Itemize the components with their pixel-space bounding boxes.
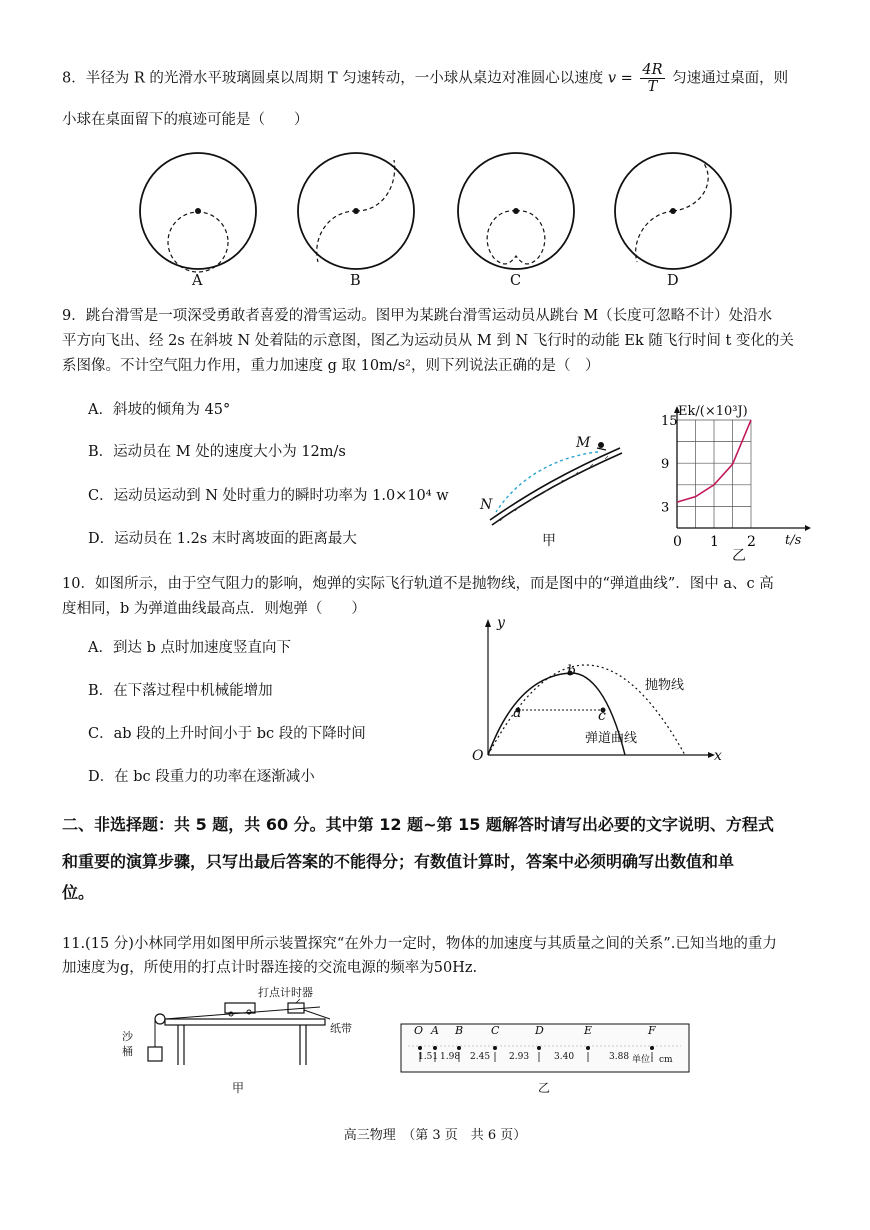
q10-option-d[interactable]: D．在 bc 段重力的功率在逐渐减小 [88,769,315,785]
bucket-label-2: 桶 [122,1045,133,1058]
option-c-figure [458,153,574,269]
x-tick-label: 0 [673,534,682,550]
q9-option-b[interactable]: B．运动员在 M 处的速度大小为 12m/s [88,444,346,460]
caption-yi-2: 乙 [538,1081,551,1095]
label-a: A [192,273,203,289]
option-b-figure [298,153,414,269]
velocity-fraction: $\frac{4R}{T}$ [642,62,663,95]
trajectory-figure [470,615,730,775]
caption-jia-2: 甲 [232,1081,245,1095]
q10-option-b[interactable]: B．在下落过程中机械能增加 [88,683,273,699]
label-m: M [576,435,591,451]
tape-unit: 单位：cm [632,1055,673,1065]
pulley [155,1014,165,1024]
q11-line2: 加速度为g，所使用的打点计时器连接的交流电源的频率为50Hz. [62,960,478,976]
dist-ab: 1.98 [440,1052,461,1062]
section2-line3: 位。 [62,883,95,902]
label-d: D [667,273,679,289]
q11-line1: 11.(15 分)小林同学用如图甲所示装置探究“在外力一定时，物体的加速度与其质量之间的关系”.已知当地的重力 [62,936,777,952]
skier-icon [598,442,604,448]
q8-stem: 8．半径为 R 的光滑水平玻璃圆桌以周期 T 匀速转动，一小球从桌边对准圆心以速度 v = $\frac{4R}{T}$ 匀速通过桌面，则 [62,62,789,95]
q10-option-c[interactable]: C．ab 段的上升时间小于 bc 段的下降时间 [88,726,366,742]
fig-parabola-label: 抛物线 [645,678,685,693]
dist-oa: 1.51 [418,1052,439,1062]
q9-line1: 9．跳台滑雪是一项深受勇敢者喜爱的滑雪运动。图甲为某跳台滑雪运动员从跳台 M（长度可忽略不计）处沿水 [62,308,773,324]
option-d-figure [615,153,731,269]
fig-c: c [598,708,606,724]
q10-line1: 10．如图所示，由于空气阻力的影响，炮弹的实际飞行轨道不是抛物线，而是图中的“弹道曲线”．图中 a、c 高 [62,576,774,592]
pt-f: F [648,1024,656,1037]
dist-cd: 2.93 [509,1052,530,1062]
label-b: B [350,273,361,289]
fig-ballistic-label: 弹道曲线 [585,731,638,746]
caption-jia: 甲 [542,533,556,549]
option-a-figure [140,153,256,272]
apparatus-figure [110,985,350,1075]
y-tick-label: 9 [661,457,670,473]
bucket-label-1: 沙 [122,1030,133,1043]
chart-ylabel: Ek/(×10³J) [678,404,748,419]
q10-line2: 度相同，b 为弹道曲线最高点．则炮弹（ ） [62,601,366,617]
q9-option-d[interactable]: D．运动员在 1.2s 末时离坡面的距离最大 [88,531,357,547]
pt-c: C [491,1024,500,1037]
dist-de: 3.40 [554,1052,575,1062]
chart-xlabel: t/s [785,533,802,548]
pt-b: B [455,1024,464,1037]
section2-line1: 二、非选择题：共 5 题，共 60 分。其中第 12 题~第 15 题解答时请写出必要的文字说明、方程式 [62,815,774,834]
x-tick-label: 1 [710,534,719,550]
dist-ef: 3.88 [609,1052,630,1062]
caption-yi: 乙 [732,548,746,564]
label-n: N [480,497,493,513]
q9-line2: 平方向飞出、经 2s 在斜坡 N 处着陆的示意图，图乙为运动员从 M 到 N 飞行时的动能 Ek 随飞行时间 t 变化的关 [62,333,794,349]
fig-b: b [567,663,576,679]
q8-options-figure [130,150,740,290]
ski-jump-figure [470,430,630,530]
q9-option-a[interactable]: A．斜坡的倾角为 45° [88,402,231,418]
page-footer: 高三物理 （第 3 页 共 6 页） [343,1128,527,1143]
q10-option-a[interactable]: A．到达 b 点时加速度竖直向下 [88,640,291,656]
pt-o: O [414,1024,424,1037]
pt-a: A [431,1024,439,1037]
q8-stem-2: 小球在桌面留下的痕迹可能是（ ） [62,112,309,128]
y-tick-label: 15 [661,414,678,429]
timer-label: 打点计时器 [258,986,313,999]
y-tick-label: 3 [661,500,670,516]
q9-line3: 系图像。不计空气阻力作用，重力加速度 g 取 10m/s²，则下列说法正确的是（ ） [62,358,600,374]
fig-a: a [513,705,522,721]
fig-x: x [714,748,722,764]
label-c: C [510,273,522,289]
q9-option-c[interactable]: C．运动员运动到 N 处时重力的瞬时功率为 1.0×10⁴ w [88,488,449,504]
sand-bucket [148,1047,162,1061]
pt-d: D [535,1024,544,1037]
fig-o: O [472,748,484,764]
x-tick-label: 2 [747,534,756,550]
tape-label: 纸带 [330,1022,352,1035]
fig-y: y [497,615,505,631]
section2-line2: 和重要的演算步骤，只写出最后答案的不能得分；有数值计算时，答案中必须明确写出数值和单 [62,852,735,871]
pt-e: E [584,1024,593,1037]
dist-bc: 2.45 [470,1052,491,1062]
